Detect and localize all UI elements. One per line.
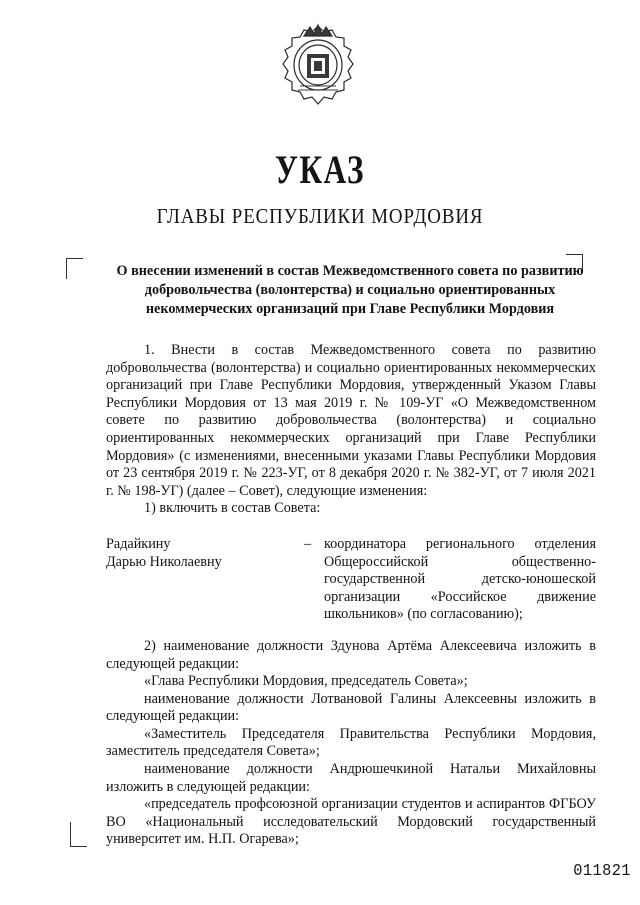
- corner-mark-bottom-left: [70, 822, 87, 847]
- document-number: 011821: [573, 862, 632, 881]
- quote-3: «председатель профсоюзной организации студентов и аспирантов ФГБОУ ВО «Национальный исследовательский Мордовский государственный университет им. Н.П. Огарева»;: [106, 796, 596, 848]
- quote-2: «Заместитель Председателя Правительства Республики Мордовия, заместитель председателя Совета»;: [106, 725, 596, 760]
- member-name: [106, 536, 304, 624]
- corner-mark-top-left: [66, 258, 83, 279]
- member-entry: [106, 536, 596, 624]
- decree-heading: О внесении изменений в состав Межведомственного совета по развитию добровольчества (волонтерства) и социально ориентированных некоммерческих организаций при Главе Республики Мордовия: [116, 263, 584, 317]
- line-3: наименование должности Лотвановой Галины Алексеевны изложить в следующей редакции:: [106, 690, 596, 725]
- member-surname: Радайкину: [106, 535, 171, 552]
- line-4: наименование должности Андрюшечкиной Натальи Михайловны изложить в следующей редакции:: [106, 761, 596, 795]
- decree-body: [106, 342, 596, 849]
- member-given-name: Дарью Николаевну: [106, 553, 222, 570]
- item-2: 2) наименование должности Здунова Артёма Алексеевича изложить в следующей редакции:: [106, 637, 596, 672]
- quote-1: «Глава Республики Мордовия, председатель Совета»;: [144, 673, 468, 690]
- member-role: координатора регионального отделения Общероссийской общественно-государственной детско-юношеской организации «Российское движение школьников» (по согласованию);: [324, 535, 596, 623]
- coat-of-arms-emblem: [276, 22, 360, 108]
- item-1: 1) включить в состав Совета:: [144, 500, 321, 517]
- member-dash: –: [304, 535, 312, 552]
- decree-title: УКАЗ: [275, 147, 365, 192]
- decree-subtitle: ГЛАВЫ РЕСПУБЛИКИ МОРДОВИЯ: [156, 204, 484, 228]
- paragraph-1: 1. Внести в состав Межведомственного совета по развитию добровольчества (волонтерства) и социально ориентированных некоммерческих организаций при Главе Республики Мордовия, утвержденный Указом Главы Республики Мордовия от 13 мая 2019 г. № 109-УГ «О Межведомственном совете по развитию добровольчества (волонтерства) и социально ориентированных некоммерческих организаций при Главе Республики Мордовия» (с изменениями, внесенными указами Главы Республики Мордовия от 23 сентября 2019 г. № 223-УГ, от 8 декабря 2020 г. № 382-УГ, от 7 июля 2021 г. № 198-УГ) (далее – Совет), следующие изменения:: [106, 342, 596, 499]
